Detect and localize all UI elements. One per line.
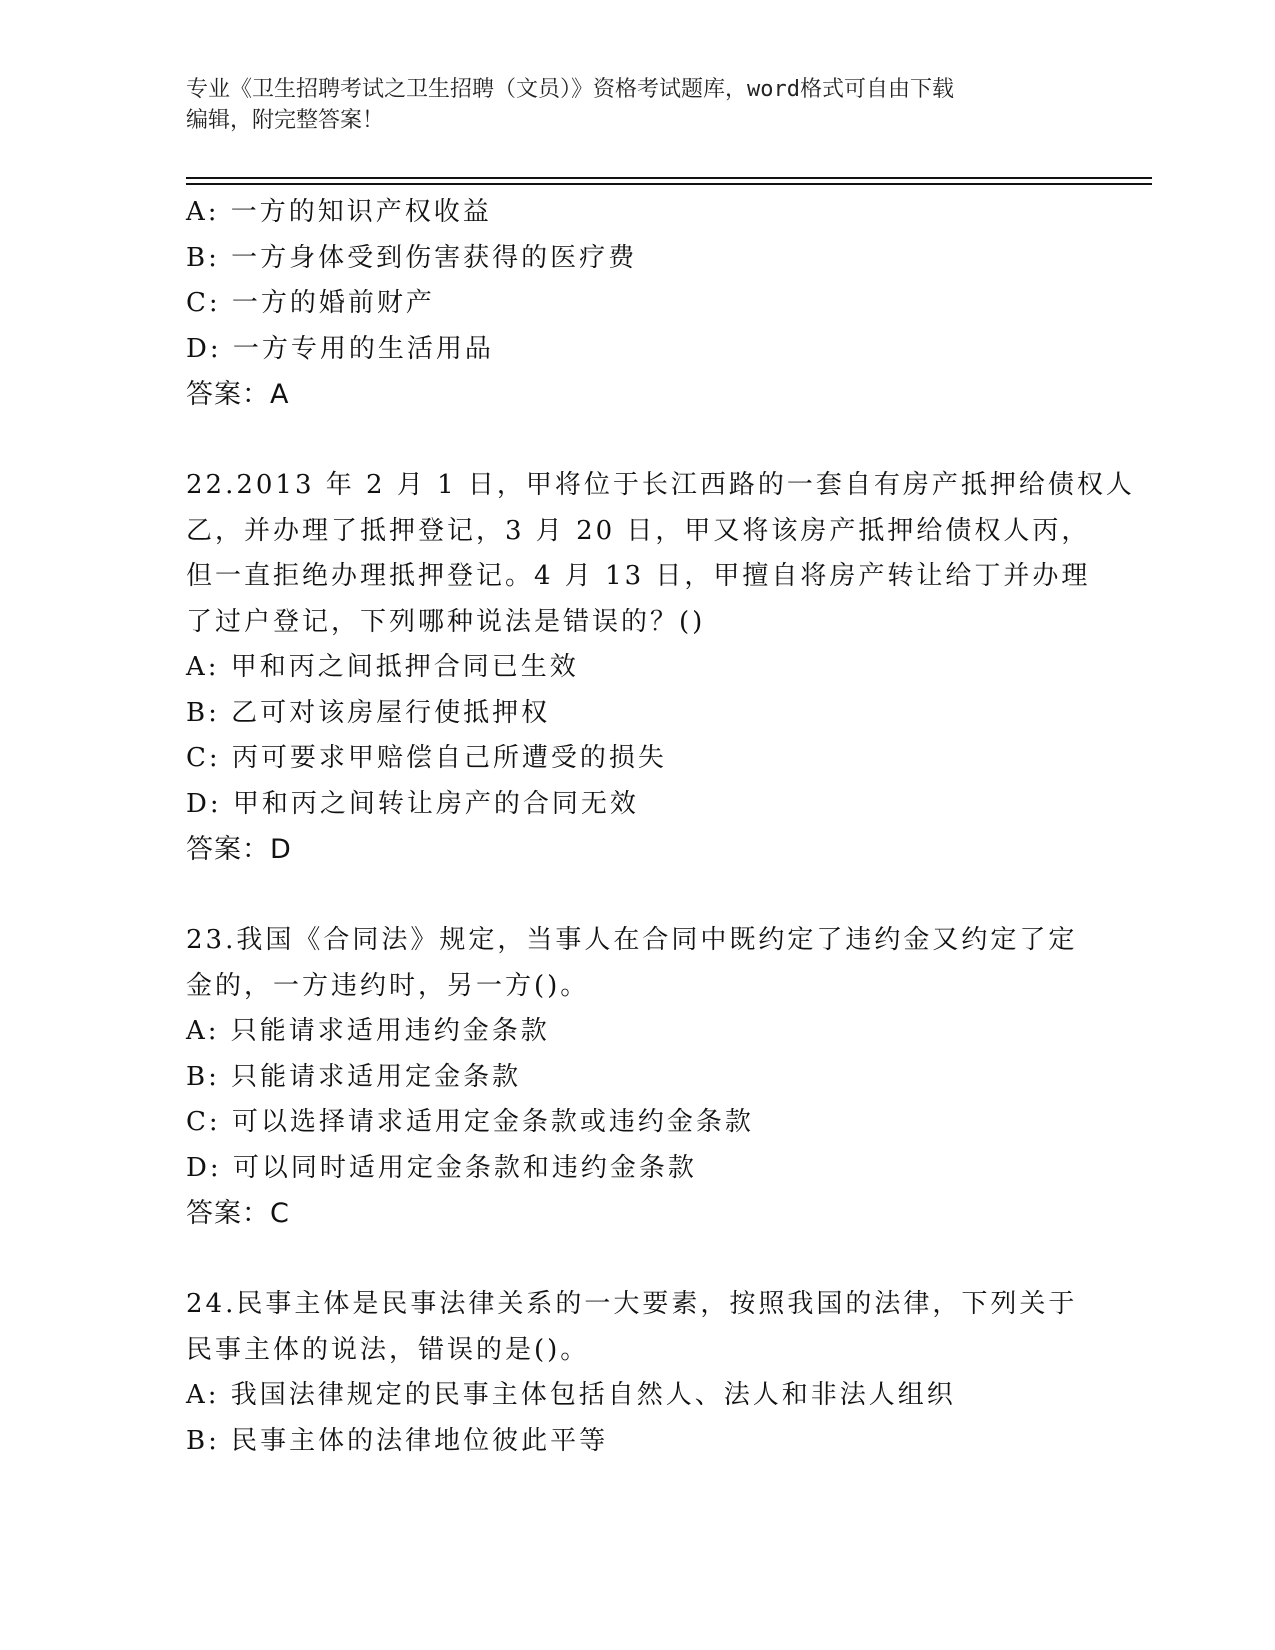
header-line-2: 编辑，附完整答案！: [186, 108, 385, 133]
question-21-continued: [186, 190, 1086, 418]
option-b: B: 民事主体的法律地位彼此平等: [186, 1425, 609, 1456]
question-23: [186, 918, 1086, 1237]
question-stem-line: 乙，并办理了抵押登记，3 月 20 日，甲又将该房产抵押给债权人丙，: [186, 515, 1091, 546]
spacer: [186, 873, 1086, 919]
question-stem-line: 但一直拒绝办理抵押登记。4 月 13 日，甲擅自将房产转让给丁并办理: [186, 561, 1091, 591]
option-a: A: 甲和丙之间抵押合同已生效: [186, 652, 579, 682]
header-line-1: 专业《卫生招聘考试之卫生招聘（文员）》资格考试题库，word格式可自由下载: [186, 77, 954, 102]
header-divider-bottom: [186, 183, 1152, 185]
option-b: B: 一方身体受到伤害获得的医疗费: [186, 242, 638, 273]
question-22: [186, 463, 1135, 873]
question-content: [186, 190, 1135, 1464]
option-d: D: 甲和丙之间转让房产的合同无效: [186, 788, 639, 819]
option-b: B: 只能请求适用定金条款: [186, 1061, 522, 1092]
option-a: A: 一方的知识产权收益: [186, 197, 492, 227]
option-a: A: 我国法律规定的民事主体包括自然人、法人和非法人组织: [186, 1380, 956, 1410]
question-24: [186, 1282, 1086, 1464]
option-c: C: 丙可要求甲赔偿自己所遭受的损失: [186, 743, 667, 773]
header-divider-top: [186, 177, 1152, 179]
document-header: [186, 74, 1066, 136]
spacer: [186, 418, 1086, 464]
question-stem-line: 23.我国《合同法》规定，当事人在合同中既约定了违约金又约定了定: [186, 925, 1078, 955]
answer-line: 答案：C: [186, 1198, 290, 1229]
question-stem-line: 金的，一方违约时，另一方()。: [186, 970, 590, 1001]
question-stem-line: 了过户登记，下列哪种说法是错误的？(): [186, 606, 706, 637]
spacer: [186, 1237, 1086, 1283]
answer-line: 答案：A: [186, 379, 290, 410]
option-a: A: 只能请求适用违约金条款: [186, 1016, 550, 1046]
option-d: D: 一方专用的生活用品: [186, 333, 494, 364]
question-stem-line: 24.民事主体是民事法律关系的一大要素，按照我国的法律，下列关于: [186, 1289, 1078, 1319]
option-b: B: 乙可对该房屋行使抵押权: [186, 697, 551, 728]
question-stem-line: 22.2013 年 2 月 1 日，甲将位于长江西路的一套自有房产抵押给债权人: [186, 470, 1135, 500]
question-stem-line: 民事主体的说法，错误的是()。: [186, 1334, 590, 1365]
option-d: D: 可以同时适用定金条款和违约金条款: [186, 1152, 697, 1183]
option-c: C: 可以选择请求适用定金条款或违约金条款: [186, 1107, 754, 1137]
option-c: C: 一方的婚前财产: [186, 288, 435, 318]
answer-line: 答案：D: [186, 834, 292, 865]
